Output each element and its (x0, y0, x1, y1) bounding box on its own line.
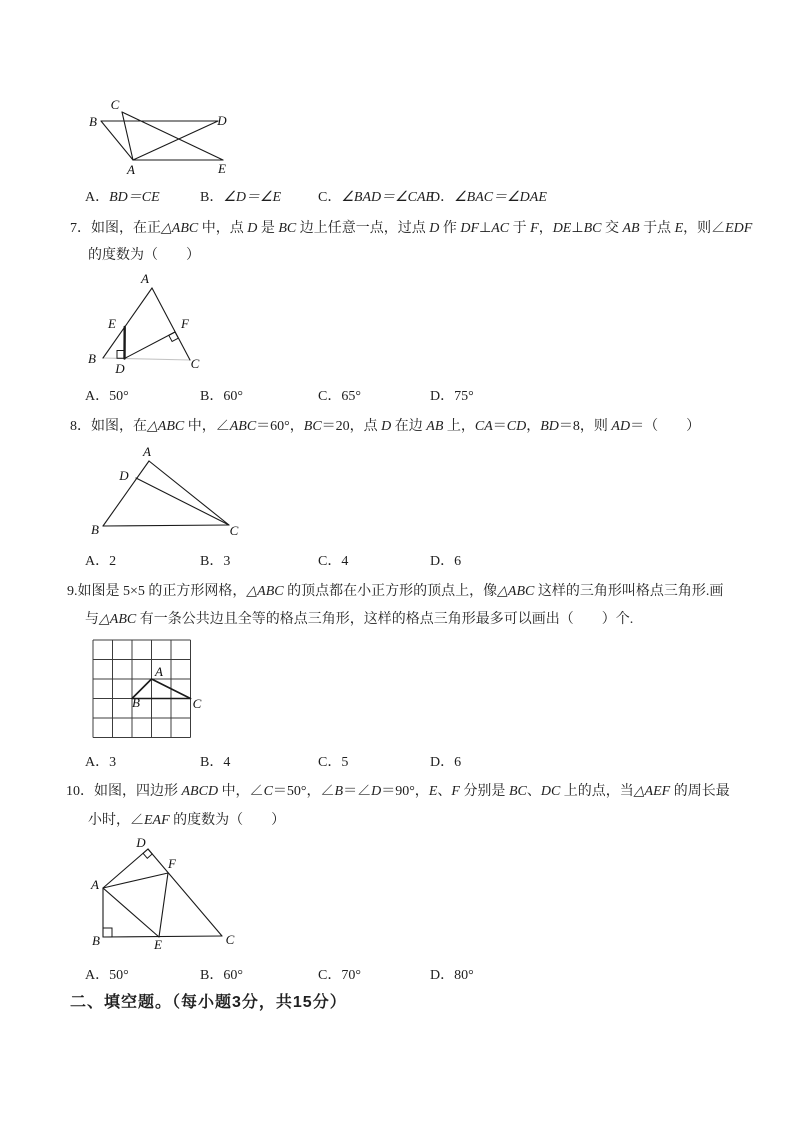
text-run: ， (526, 419, 541, 434)
option-q6-c (318, 186, 434, 206)
text-run: 的度数为（ ） (88, 248, 200, 263)
option-q9-c (318, 751, 348, 771)
svg-text:C: C (225, 932, 235, 947)
math-run: △ABC (246, 584, 284, 599)
figure-q9-grid (92, 639, 204, 748)
text-run: 的顶点都在小正方形的顶点上，像 (283, 584, 498, 599)
option-q8-d (430, 550, 461, 570)
math-run: DF (460, 221, 480, 236)
text-run: 上的点，当 (560, 784, 634, 799)
text-run: B． (200, 190, 224, 205)
math-run: AC (491, 221, 510, 236)
svg-text:C: C (110, 97, 120, 112)
option-q10-b (200, 964, 243, 984)
math-run: DC (540, 784, 561, 799)
math-run: △ABC (147, 419, 185, 434)
text-run: D．6 (430, 755, 462, 770)
figure-q8-triangle (90, 445, 245, 545)
question-9-line-1 (67, 582, 723, 602)
text-run: 在边 (391, 419, 427, 434)
text-run: 于 (509, 221, 531, 236)
svg-text:C: C (229, 523, 239, 538)
math-run: D (247, 221, 258, 236)
option-q7-d (430, 385, 474, 405)
math-run: B (334, 784, 344, 799)
math-run: AB (426, 419, 444, 434)
text-run: 有一条公共边且全等的格点三角形，这样的格点三角形最多可以画出（ ）个. (136, 612, 634, 627)
math-run: BC (508, 784, 527, 799)
text-run: D．75° (430, 389, 474, 404)
text-run: 边上任意一点，过点 (296, 221, 430, 236)
text-run: ＝ (492, 419, 507, 434)
text-run: 、 (526, 784, 541, 799)
text-run: A．50° (85, 968, 129, 983)
svg-text:A: A (91, 877, 99, 892)
text-run: C．65° (318, 389, 361, 404)
svg-text:B: B (88, 351, 96, 366)
svg-text:B: B (91, 522, 99, 537)
options-row-q6 (0, 186, 793, 206)
math-run: BC (278, 221, 297, 236)
text-run: 中，点 (198, 221, 248, 236)
math-run: △ABC (99, 612, 137, 627)
option-q10-d (430, 964, 474, 984)
option-q10-c (318, 964, 361, 984)
text-run: 与 (85, 612, 99, 627)
math-run: D (381, 419, 392, 434)
math-run: E (428, 784, 438, 799)
text-run: ＝20，点 (321, 419, 382, 434)
text-run: 小时，∠ (88, 813, 144, 828)
text-run: ＝∠ (343, 784, 372, 799)
text-run: 7．如图，在正 (70, 221, 161, 236)
math-run: ABC (229, 419, 257, 434)
text-run: 10．如图，四边形 (66, 784, 182, 799)
text-run: ＝90°， (381, 784, 429, 799)
text-run: 上， (443, 419, 475, 434)
text-run: A．2 (85, 554, 117, 569)
option-q7-a (85, 385, 129, 405)
math-run: F (451, 784, 460, 799)
text-run: C．70° (318, 968, 361, 983)
svg-text:A: A (155, 664, 163, 679)
math-run: BD (540, 419, 559, 434)
text-run: ⊥ (479, 221, 492, 236)
math-run: D (429, 221, 440, 236)
math-run: ABCD (181, 784, 219, 799)
math-run: CA (474, 419, 493, 434)
math-run: BD＝CE (109, 190, 160, 205)
figure-q7-equilateral (88, 272, 208, 387)
text-run: 这样的三角形叫格点三角形.画 (534, 584, 724, 599)
text-run: B．4 (200, 755, 231, 770)
option-q6-a (85, 186, 160, 206)
option-q10-a (85, 964, 129, 984)
text-run: 的周长最 (670, 784, 730, 799)
svg-text:D: D (115, 361, 125, 376)
math-run: EAF (144, 813, 170, 828)
math-run: ∠BAC＝∠DAE (454, 190, 547, 205)
text-run: D．6 (430, 554, 462, 569)
text-run: 中，∠ (184, 419, 230, 434)
svg-text:A: A (143, 445, 151, 459)
text-run: 分别是 (459, 784, 509, 799)
svg-text:D: D (119, 468, 129, 483)
svg-text:A: A (127, 162, 135, 177)
math-run: DE (552, 221, 572, 236)
math-run: E (674, 221, 684, 236)
options-row-q8 (0, 550, 793, 570)
math-run: CD (506, 419, 527, 434)
text-run: B．60° (200, 968, 243, 983)
option-q9-a (85, 751, 116, 771)
option-q7-c (318, 385, 361, 405)
text-run: 作 (439, 221, 461, 236)
text-run: ⊥ (571, 221, 584, 236)
option-q8-c (318, 550, 348, 570)
text-run: ＝（ ） (630, 419, 701, 434)
text-run: 的度数为（ ） (169, 813, 286, 828)
text-run: 、 (437, 784, 452, 799)
question-10-line-2 (88, 811, 285, 831)
text-run: ＝50°，∠ (272, 784, 335, 799)
options-row-q9 (0, 751, 793, 771)
text-run: C． (318, 190, 342, 205)
option-q9-d (430, 751, 461, 771)
math-run: ∠D＝∠E (223, 190, 282, 205)
math-run: F (530, 221, 539, 236)
text-run: B．3 (200, 554, 231, 569)
svg-text:C: C (192, 696, 202, 711)
math-run: △AEF (633, 784, 671, 799)
question-7-line-1 (70, 219, 752, 239)
math-run: ∠BAD＝∠CAE (341, 190, 435, 205)
svg-text:B: B (132, 695, 140, 710)
question-9-line-2 (85, 610, 633, 630)
math-run: BC (303, 419, 322, 434)
math-run: C (263, 784, 273, 799)
option-q6-d (430, 186, 547, 206)
math-run: AB (622, 221, 640, 236)
option-q8-b (200, 550, 230, 570)
svg-text:D: D (136, 838, 146, 850)
text-run: 交 (601, 221, 623, 236)
figure-q7-equilateral-svg (88, 272, 208, 382)
svg-text:E: E (218, 161, 226, 176)
text-run: ＝8，则 (558, 419, 612, 434)
math-run: BC (583, 221, 602, 236)
option-q6-b (200, 186, 281, 206)
svg-text:D: D (217, 113, 227, 128)
svg-text:F: F (181, 316, 189, 331)
svg-text:B: B (89, 114, 97, 129)
figure-q10-quadrilateral (88, 838, 235, 959)
question-7-line-2 (88, 246, 200, 266)
question-8-line-1 (70, 417, 700, 437)
figure-q6-triangles (85, 85, 245, 185)
text-run: 于点 (639, 221, 675, 236)
svg-text:E: E (154, 937, 162, 952)
text-run: C．5 (318, 755, 349, 770)
svg-text:A: A (141, 272, 149, 286)
text-run: A．3 (85, 755, 117, 770)
math-run: EDF (725, 221, 753, 236)
figure-q8-triangle-svg (90, 445, 245, 540)
svg-text:B: B (92, 933, 100, 948)
text-run: ， (538, 221, 553, 236)
options-row-q10 (0, 964, 793, 984)
svg-text:C: C (190, 356, 200, 371)
text-run: 8．如图，在 (70, 419, 147, 434)
text-run: D．80° (430, 968, 474, 983)
text-run: A．50° (85, 389, 129, 404)
math-run: D (371, 784, 382, 799)
math-run: AD (611, 419, 631, 434)
text-run: ＝60°， (256, 419, 304, 434)
text-run: B．60° (200, 389, 243, 404)
math-run: △ABC (161, 221, 199, 236)
text-run: 9.如图是 5×5 的正方形网格， (67, 584, 247, 599)
option-q8-a (85, 550, 116, 570)
text-run: ，则∠ (683, 221, 726, 236)
text-run: A． (85, 190, 110, 205)
figure-q9-grid-svg (92, 639, 204, 743)
section-heading: 二、填空题。（每小题3分，共15分） (70, 994, 347, 1011)
svg-text:E: E (108, 316, 116, 331)
figure-q10-quadrilateral-svg (88, 838, 235, 954)
option-q7-b (200, 385, 243, 405)
figure-q6-triangles-svg (85, 85, 245, 180)
svg-text:F: F (168, 856, 176, 871)
option-q9-b (200, 751, 230, 771)
options-row-q7 (0, 385, 793, 405)
text-run: 是 (257, 221, 279, 236)
text-run: C．4 (318, 554, 349, 569)
question-10-line-1 (66, 782, 730, 802)
text-run: D． (430, 190, 455, 205)
math-run: △ABC (497, 584, 535, 599)
text-run: 中，∠ (218, 784, 264, 799)
